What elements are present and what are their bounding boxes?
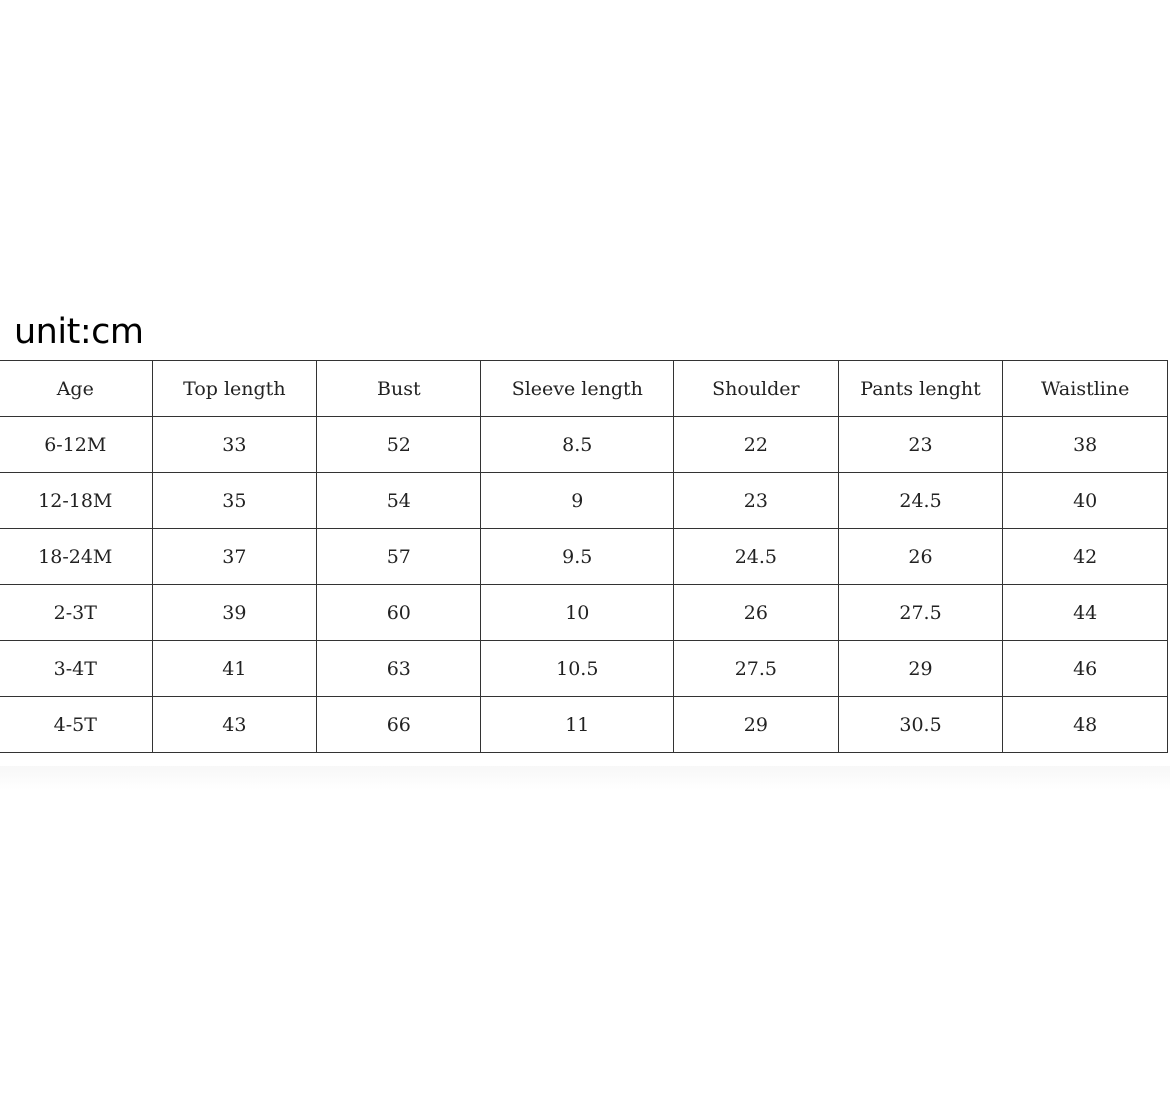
table-cell: 43: [152, 697, 317, 753]
table-cell: 3-4T: [0, 641, 152, 697]
table-cell: 27.5: [838, 585, 1003, 641]
table-cell: 63: [317, 641, 481, 697]
table-cell: 22: [674, 417, 839, 473]
table-cell: 23: [674, 473, 839, 529]
table-cell: 29: [838, 641, 1003, 697]
table-header-row: [0, 361, 1168, 417]
table-cell: 66: [317, 697, 481, 753]
table-cell: 30.5: [838, 697, 1003, 753]
table-cell: 54: [317, 473, 481, 529]
table-cell: 10: [481, 585, 674, 641]
header-bust: Bust: [317, 361, 481, 417]
table-cell: 57: [317, 529, 481, 585]
table-cell: 4-5T: [0, 697, 152, 753]
table-row: [0, 473, 1168, 529]
header-pants-length: Pants lenght: [838, 361, 1003, 417]
size-chart-table: [0, 360, 1168, 753]
table-cell: 12-18M: [0, 473, 152, 529]
table-cell: 38: [1003, 417, 1168, 473]
table-cell: 40: [1003, 473, 1168, 529]
header-top-length: Top length: [152, 361, 317, 417]
table-row: [0, 585, 1168, 641]
header-sleeve-length: Sleeve length: [481, 361, 674, 417]
header-shoulder: Shoulder: [674, 361, 839, 417]
table-cell: 23: [838, 417, 1003, 473]
table-cell: 44: [1003, 585, 1168, 641]
table-cell: 9.5: [481, 529, 674, 585]
unit-label: unit:cm: [14, 312, 144, 352]
table-shadow: [0, 766, 1170, 790]
table-cell: 42: [1003, 529, 1168, 585]
table-cell: 41: [152, 641, 317, 697]
table-cell: 29: [674, 697, 839, 753]
table-cell: 18-24M: [0, 529, 152, 585]
table-row: [0, 529, 1168, 585]
table-cell: 35: [152, 473, 317, 529]
table-cell: 6-12M: [0, 417, 152, 473]
table-cell: 60: [317, 585, 481, 641]
table-cell: 24.5: [674, 529, 839, 585]
table-cell: 39: [152, 585, 317, 641]
table-cell: 9: [481, 473, 674, 529]
table-cell: 2-3T: [0, 585, 152, 641]
header-waistline: Waistline: [1003, 361, 1168, 417]
table-cell: 48: [1003, 697, 1168, 753]
table-row: [0, 641, 1168, 697]
table-row: [0, 417, 1168, 473]
table-cell: 10.5: [481, 641, 674, 697]
table-cell: 24.5: [838, 473, 1003, 529]
table-cell: 46: [1003, 641, 1168, 697]
table-cell: 11: [481, 697, 674, 753]
table-cell: 8.5: [481, 417, 674, 473]
table-cell: 33: [152, 417, 317, 473]
table-cell: 26: [674, 585, 839, 641]
table-row: [0, 697, 1168, 753]
table-cell: 37: [152, 529, 317, 585]
header-age: Age: [0, 361, 152, 417]
table-cell: 52: [317, 417, 481, 473]
table-cell: 27.5: [674, 641, 839, 697]
table-cell: 26: [838, 529, 1003, 585]
